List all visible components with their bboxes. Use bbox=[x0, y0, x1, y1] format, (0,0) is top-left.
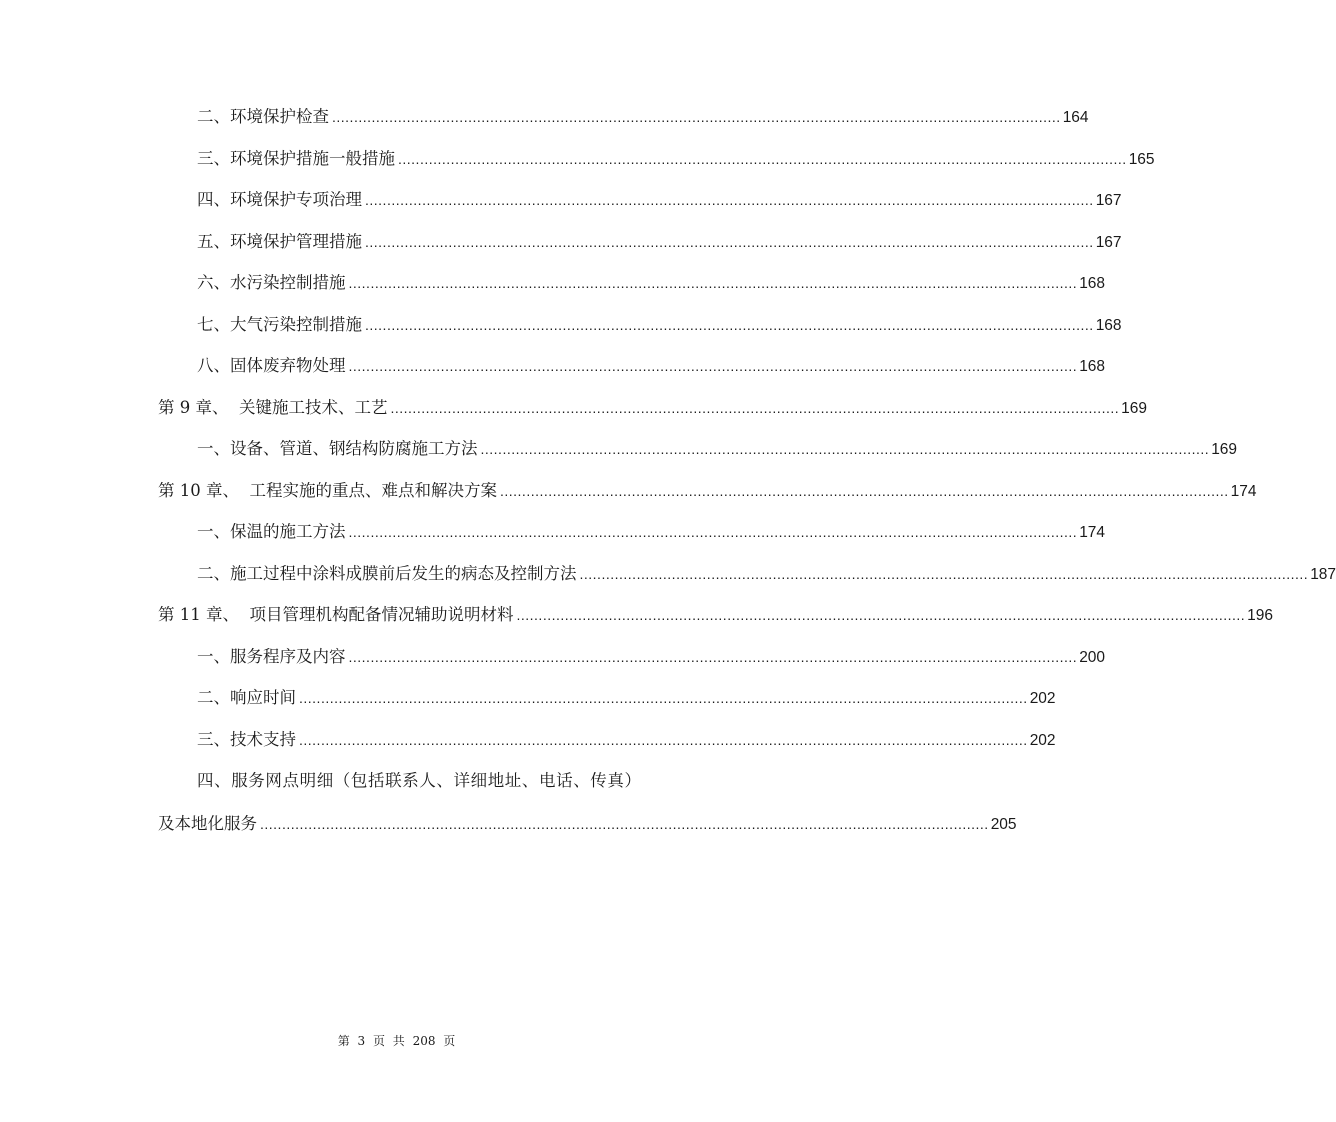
toc-page-number: 202 bbox=[1029, 690, 1056, 707]
toc-dot-leader: ...................................................................................................................................................................... bbox=[365, 234, 1094, 250]
toc-entry[interactable] bbox=[197, 434, 1238, 464]
toc-entry[interactable] bbox=[197, 310, 1122, 340]
toc-entry-label: 一、设备、管道、钢结构防腐施工方法 bbox=[197, 439, 478, 458]
toc-page-number: 167 bbox=[1095, 234, 1122, 251]
toc-dot-leader: ...................................................................................................................................................................... bbox=[499, 483, 1229, 499]
toc-entry[interactable] bbox=[197, 227, 1122, 257]
toc-wrapped-entry-second-line[interactable] bbox=[158, 809, 1017, 839]
toc-page-number: 164 bbox=[1062, 109, 1089, 126]
toc-entry-label: 三、技术支持 bbox=[197, 730, 296, 749]
toc-entry-label: 及本地化服务 bbox=[158, 814, 257, 833]
toc-page-number: 168 bbox=[1079, 275, 1106, 292]
toc-entry-label: 第 9 章、 关键施工技术、工艺 bbox=[158, 398, 388, 417]
toc-chapter-entry[interactable] bbox=[158, 600, 1274, 630]
toc-entry[interactable] bbox=[197, 559, 1336, 589]
toc-entry[interactable] bbox=[197, 642, 1106, 672]
toc-dot-leader: ...................................................................................................................................................................... bbox=[365, 317, 1094, 333]
toc-entry[interactable] bbox=[197, 102, 1089, 132]
toc-entry-label: 六、水污染控制措施 bbox=[197, 273, 346, 292]
toc-entry[interactable] bbox=[197, 185, 1122, 215]
toc-entry-label: 二、施工过程中涂料成膜前后发生的病态及控制方法 bbox=[197, 564, 577, 583]
toc-dot-leader: ...................................................................................................................................................................... bbox=[516, 607, 1246, 623]
toc-entry-label: 二、响应时间 bbox=[197, 688, 296, 707]
toc-dot-leader: ...................................................................................................................................................................... bbox=[480, 441, 1210, 457]
toc-entry[interactable] bbox=[197, 517, 1106, 547]
toc-dot-leader: ...................................................................................................................................................................... bbox=[260, 816, 989, 832]
toc-page-number: 168 bbox=[1095, 317, 1122, 334]
toc-wrapped-entry-first-line[interactable]: 四、服务网点明细（包括联系人、详细地址、电话、传真） bbox=[197, 771, 642, 790]
toc-entry-label: 七、大气污染控制措施 bbox=[197, 315, 362, 334]
toc-entry[interactable] bbox=[197, 683, 1056, 713]
toc-dot-leader: ...................................................................................................................................................................... bbox=[332, 109, 1061, 125]
toc-page-number: 169 bbox=[1211, 441, 1238, 458]
toc-entry-label: 一、保温的施工方法 bbox=[197, 522, 346, 541]
toc-entry-label: 三、环境保护措施一般措施 bbox=[197, 149, 395, 168]
toc-entry-label: 第 10 章、 工程实施的重点、难点和解决方案 bbox=[158, 481, 497, 500]
toc-page-number: 187 bbox=[1310, 566, 1336, 583]
toc-entry[interactable] bbox=[197, 725, 1056, 755]
page-footer: 第 3 页 共 208 页 bbox=[337, 1034, 456, 1048]
toc-page-number: 168 bbox=[1079, 358, 1106, 375]
toc-page-number: 174 bbox=[1230, 483, 1257, 500]
toc-entry-label: 一、服务程序及内容 bbox=[197, 647, 346, 666]
toc-chapter-entry[interactable] bbox=[158, 476, 1257, 506]
toc-page-number: 205 bbox=[990, 816, 1017, 833]
toc-dot-leader: ...................................................................................................................................................................... bbox=[348, 649, 1078, 665]
toc-dot-leader: ...................................................................................................................................................................... bbox=[348, 275, 1078, 291]
toc-page-number: 202 bbox=[1029, 732, 1056, 749]
toc-entry[interactable] bbox=[197, 268, 1106, 298]
toc-entry-label: 八、固体废弃物处理 bbox=[197, 356, 346, 375]
toc-dot-leader: ...................................................................................................................................................................... bbox=[390, 400, 1120, 416]
toc-dot-leader: ...................................................................................................................................................................... bbox=[365, 192, 1094, 208]
toc-dot-leader: ...................................................................................................................................................................... bbox=[299, 690, 1028, 706]
toc-dot-leader: ...................................................................................................................................................................... bbox=[348, 524, 1078, 540]
toc-entry-label: 第 11 章、 项目管理机构配备情况辅助说明材料 bbox=[158, 605, 514, 624]
toc-page-number: 167 bbox=[1095, 192, 1122, 209]
toc-entry[interactable] bbox=[197, 351, 1106, 381]
toc-dot-leader: ...................................................................................................................................................................... bbox=[579, 566, 1309, 582]
toc-dot-leader: ...................................................................................................................................................................... bbox=[299, 732, 1028, 748]
toc-dot-leader: ...................................................................................................................................................................... bbox=[398, 151, 1127, 167]
toc-entry-label: 五、环境保护管理措施 bbox=[197, 232, 362, 251]
toc-dot-leader: ...................................................................................................................................................................... bbox=[348, 358, 1078, 374]
toc-page-number: 196 bbox=[1247, 607, 1274, 624]
toc-page-number: 165 bbox=[1128, 151, 1155, 168]
toc-entry-label: 二、环境保护检查 bbox=[197, 107, 329, 126]
toc-page-number: 174 bbox=[1079, 524, 1106, 541]
toc-entry-label: 四、环境保护专项治理 bbox=[197, 190, 362, 209]
toc-entry[interactable] bbox=[197, 144, 1155, 174]
toc-page-number: 169 bbox=[1121, 400, 1148, 417]
toc-chapter-entry[interactable] bbox=[158, 393, 1148, 423]
toc-page-number: 200 bbox=[1079, 649, 1106, 666]
